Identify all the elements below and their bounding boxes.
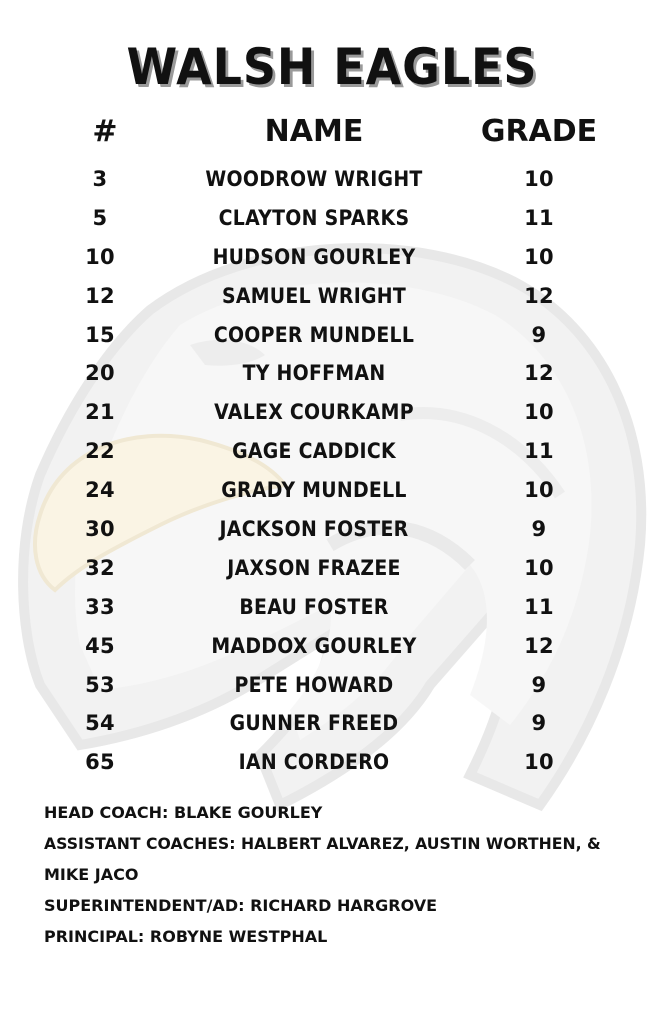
table-row	[0, 666, 664, 705]
player-number: 5	[92, 205, 108, 230]
player-number: 20	[85, 361, 115, 386]
player-name: HUDSON GOURLEY	[212, 244, 416, 269]
player-grade: 12	[524, 361, 554, 386]
principal: PRINCIPAL: ROBYNE WESTPHAL	[44, 927, 328, 946]
player-name: VALEX COURKAMP	[214, 400, 414, 425]
player-number: 3	[92, 167, 108, 191]
player-number: 24	[85, 478, 115, 503]
table-row	[0, 160, 664, 199]
column-header-number: #	[92, 114, 118, 149]
player-grade: 11	[524, 594, 554, 619]
player-number: 33	[85, 594, 115, 619]
player-grade: 11	[524, 439, 554, 464]
player-number: 45	[85, 633, 115, 658]
player-number: 21	[85, 400, 115, 425]
player-number: 53	[85, 672, 115, 697]
player-name: PETE HOWARD	[234, 672, 394, 697]
assistant-coaches-line1: ASSISTANT COACHES: HALBERT ALVAREZ, AUSTIN WORTHEN, &	[44, 834, 601, 853]
table-row	[0, 510, 664, 549]
player-number: 30	[85, 517, 115, 542]
player-name: SAMUEL WRIGHT	[221, 283, 407, 308]
player-name: WOODROW WRIGHT	[205, 167, 423, 191]
table-row	[0, 432, 664, 471]
assistant-coaches-line2: MIKE JACO	[44, 865, 139, 884]
player-name: MADDOX GOURLEY	[211, 633, 417, 658]
player-grade: 11	[524, 205, 554, 230]
table-row	[0, 393, 664, 432]
player-grade: 9	[531, 322, 547, 347]
table-row	[0, 627, 664, 666]
player-grade: 10	[524, 750, 554, 775]
player-grade: 12	[524, 283, 554, 308]
staff-list	[44, 797, 644, 952]
table-row	[0, 316, 664, 355]
head-coach: HEAD COACH: BLAKE GOURLEY	[44, 803, 323, 822]
player-number: 32	[85, 555, 115, 580]
player-grade: 10	[524, 555, 554, 580]
player-grade: 12	[524, 633, 554, 658]
column-header-name: NAME	[264, 114, 364, 149]
table-row	[0, 238, 664, 277]
player-grade: 9	[531, 711, 547, 736]
table-row	[0, 704, 664, 743]
player-number: 10	[85, 244, 115, 269]
player-number: 65	[85, 750, 115, 775]
player-name: GRADY MUNDELL	[221, 478, 407, 503]
table-row	[0, 199, 664, 238]
table-row	[0, 549, 664, 588]
player-grade: 10	[524, 167, 554, 191]
table-row	[0, 743, 664, 782]
roster-list	[0, 160, 664, 782]
player-grade: 9	[531, 517, 547, 542]
player-name: GAGE CADDICK	[232, 439, 396, 464]
player-grade: 9	[531, 672, 547, 697]
player-name: JAXSON FRAZEE	[227, 555, 401, 580]
player-name: BEAU FOSTER	[239, 594, 389, 619]
player-number: 22	[85, 439, 115, 464]
page-title: WALSH EAGLES	[126, 38, 538, 96]
player-name: JACKSON FOSTER	[219, 517, 409, 542]
table-row	[0, 588, 664, 627]
player-grade: 10	[524, 478, 554, 503]
player-name: CLAYTON SPARKS	[218, 205, 410, 230]
player-name: IAN CORDERO	[238, 750, 390, 775]
table-row	[0, 277, 664, 316]
player-name: TY HOFFMAN	[242, 361, 386, 386]
table-row	[0, 471, 664, 510]
superintendent: SUPERINTENDENT/AD: RICHARD HARGROVE	[44, 896, 438, 915]
player-number: 54	[85, 711, 115, 736]
player-number: 12	[85, 283, 115, 308]
table-row	[0, 354, 664, 393]
player-number: 15	[85, 322, 115, 347]
player-grade: 10	[524, 244, 554, 269]
player-name: COOPER MUNDELL	[213, 322, 415, 347]
player-name: GUNNER FREED	[229, 711, 399, 736]
column-header-grade: GRADE	[480, 114, 598, 149]
player-grade: 10	[524, 400, 554, 425]
